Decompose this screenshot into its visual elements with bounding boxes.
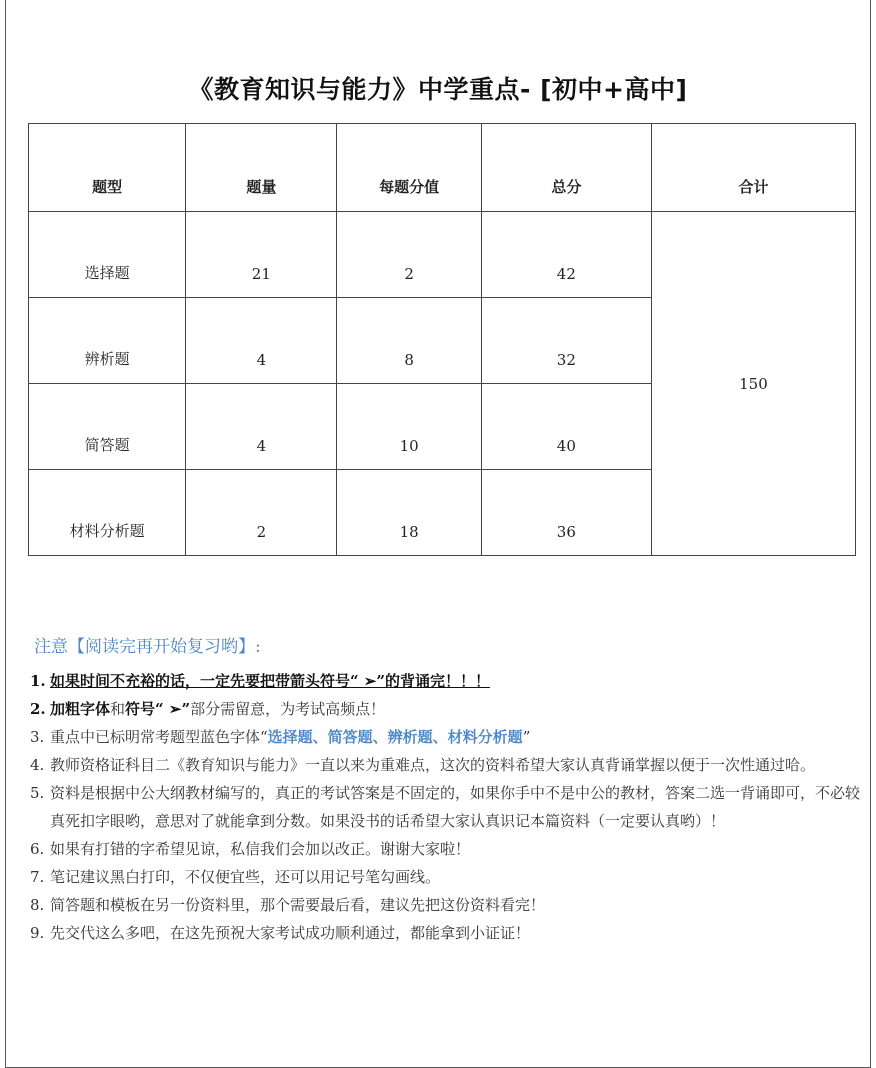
cell-count: 4	[186, 298, 337, 384]
notice-list	[30, 667, 860, 947]
header-subtotal: 总分	[481, 124, 651, 212]
list-item	[30, 751, 860, 779]
cell-subtotal: 36	[481, 470, 651, 556]
item-number: 4.	[30, 756, 45, 774]
list-item	[30, 835, 860, 863]
cell-points: 10	[337, 384, 481, 470]
notice-heading: 注意【阅读完再开始复习哟】:	[34, 637, 261, 657]
cell-type: 辨析题	[29, 298, 186, 384]
cell-count: 4	[186, 384, 337, 470]
table-row	[29, 212, 856, 298]
list-item	[30, 779, 860, 835]
item-text: 笔记建议黑白打印，不仅便宜些，还可以用记号笔勾画线。	[50, 868, 441, 886]
item-number: 2.	[30, 700, 46, 718]
item-number: 1.	[30, 672, 46, 690]
cell-grand-total: 150	[651, 212, 855, 556]
item-blue-text: 选择题、简答题、辨析题、材料分析题	[267, 728, 523, 746]
list-item	[30, 723, 860, 751]
header-points: 每题分值	[337, 124, 481, 212]
cell-subtotal: 42	[481, 212, 651, 298]
cell-subtotal: 40	[481, 384, 651, 470]
item-text: 资料是根据中公大纲教材编写的，真正的考试答案是不固定的，如果你手中不是中公的教材，答案二选一背诵即可，不必较真死扣字眼哟，意思对了就能拿到分数。如果没书的话希望大家认真识记本篇资料（一定要认真哟）！	[50, 784, 861, 830]
cell-subtotal: 32	[481, 298, 651, 384]
cell-points: 8	[337, 298, 481, 384]
cell-type: 选择题	[29, 212, 186, 298]
list-item	[30, 919, 860, 947]
cell-count: 21	[186, 212, 337, 298]
item-number: 7.	[30, 868, 45, 886]
item-number: 9.	[30, 924, 45, 942]
cell-points: 18	[337, 470, 481, 556]
item-text: 重点中已标明常考题型蓝色字体“	[50, 728, 268, 746]
item-text: 先交代这么多吧，在这先预祝大家考试成功顺利通过，都能拿到小证证！	[50, 924, 531, 942]
list-item	[30, 891, 860, 919]
score-table	[28, 123, 856, 556]
cell-points: 2	[337, 212, 481, 298]
list-item	[30, 695, 860, 723]
list-item	[30, 863, 860, 891]
cell-type: 简答题	[29, 384, 186, 470]
item-text: 简答题和模板在另一份资料里，那个需要最后看，建议先把这份资料看完！	[50, 896, 546, 914]
item-text: 教师资格证科目二《教育知识与能力》一直以来为重难点，这次的资料希望大家认真背诵掌握以便于一次性通过哈。	[50, 756, 816, 774]
header-type: 题型	[29, 124, 186, 212]
item-text: 如果时间不充裕的话，一定先要把带箭头符号“ ➢”的背诵完！！！	[50, 672, 491, 690]
document-title: 《教育知识与能力》中学重点- [初中+高中]	[188, 75, 688, 104]
item-text: 和	[110, 700, 126, 718]
item-text: 如果有打错的字希望见谅，私信我们会加以改正。谢谢大家啦！	[50, 840, 471, 858]
header-grand-total: 合计	[651, 124, 855, 212]
item-text: 部分需留意，为考试高频点！	[190, 700, 386, 718]
item-bold-text: 加粗字体	[50, 700, 111, 718]
item-number: 3.	[30, 728, 45, 746]
table-header-row	[29, 124, 856, 212]
item-bold-symbol: 符号“ ➢”	[125, 700, 191, 718]
cell-count: 2	[186, 470, 337, 556]
header-count: 题量	[186, 124, 337, 212]
item-number: 6.	[30, 840, 45, 858]
item-number: 8.	[30, 896, 45, 914]
item-text: ”	[522, 728, 531, 746]
item-number: 5.	[30, 784, 45, 802]
list-item	[30, 667, 860, 695]
cell-type: 材料分析题	[29, 470, 186, 556]
